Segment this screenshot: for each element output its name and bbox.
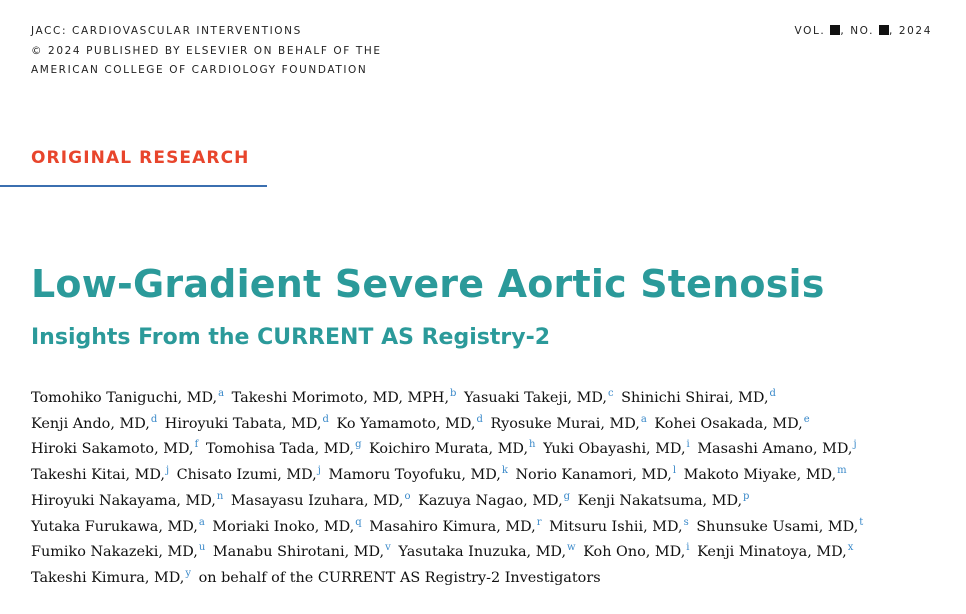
redacted-number-square [879,25,889,35]
author-name: Manabu Shirotani, MD,$^v$ [212,542,391,561]
author-name: Takeshi Morimoto, MD, MPH,$^b$ [231,388,457,406]
affiliation-link[interactable]: j [317,465,321,477]
author-name: Fumiko Nakazeki, MD,$^u$ [31,542,206,561]
author-name: Kohei Osakada, MD,$^e$ [654,413,810,432]
affiliation-link[interactable]: o [404,490,411,502]
author-name: Yuki Obayashi, MD,$^i$ [543,439,690,458]
affiliation-link[interactable]: k [501,465,508,477]
author-name: Masayasu Izuhara, MD,$^o$ [230,490,411,509]
affiliation-link[interactable]: u [198,542,206,554]
volume-label: VOL. [794,25,826,37]
investigators-note: on behalf of the CURRENT AS Registry-2 Investigators [198,569,601,586]
author-name: Takeshi Kimura, MD,$^y$ [31,567,191,586]
affiliation-link[interactable]: a [198,516,205,528]
affiliation-link[interactable]: f [194,439,199,451]
author-name: Kazuya Nagao, MD,$^g$ [418,490,571,509]
author-name: Tomohiko Taniguchi, MD,$^a$ [31,388,225,406]
author-line [31,489,956,515]
author-name: Hiroyuki Nakayama, MD,$^n$ [31,490,224,509]
affiliation-link[interactable]: w [567,542,576,554]
author-name: Mitsuru Ishii, MD,$^s$ [549,516,689,535]
author-name: Kenji Nakatsuma, MD,$^p$ [577,490,750,509]
affiliation-link[interactable]: a [218,388,225,399]
author-name: Hiroyuki Tabata, MD,$^d$ [164,413,329,432]
affiliation-link[interactable]: e [803,413,810,425]
affiliation-link[interactable]: c [607,388,614,399]
affiliation-link[interactable]: t [859,516,864,528]
year-label: , 2024 [889,25,932,37]
author-name: Masahiro Kimura, MD,$^r$ [369,516,542,535]
author-line [31,463,956,489]
author-name: Koichiro Murata, MD,$^h$ [369,439,536,458]
author-line [31,386,956,412]
author-name: Chisato Izumi, MD,$^j$ [176,465,321,484]
affiliation-link[interactable]: n [216,490,224,502]
author-line [31,437,956,463]
author-name: Kenji Ando, MD,$^d$ [31,413,158,432]
affiliation-link[interactable]: r [536,516,542,528]
author-name: Mamoru Toyofuku, MD,$^k$ [328,465,508,484]
affiliation-link[interactable]: d [150,413,158,425]
author-name: Shunsuke Usami, MD,$^t$ [696,516,864,535]
author-list [31,386,956,592]
author-line [31,540,956,566]
copyright-line: © 2024 PUBLISHED BY ELSEVIER ON BEHALF OF THE [31,44,382,57]
affiliation-link[interactable]: g [563,490,571,502]
section-label: ORIGINAL RESEARCH [31,148,250,168]
section-divider [0,185,267,187]
affiliation-link[interactable]: d [476,413,483,425]
affiliation-link[interactable]: v [385,542,391,554]
affiliation-link[interactable]: h [529,439,536,451]
affiliation-link[interactable]: i [686,542,690,554]
author-name: Ryosuke Murai, MD,$^a$ [490,413,647,432]
affiliation-link[interactable]: j [853,439,857,451]
author-line [31,515,956,541]
redacted-volume-square [830,25,840,35]
author-line [31,566,956,592]
author-name: Kenji Minatoya, MD,$^x$ [697,542,854,561]
affiliation-link[interactable]: m [837,465,847,477]
journal-info [31,22,382,81]
author-name: Tomohisa Tada, MD,$^g$ [205,439,362,458]
author-name: Ko Yamamoto, MD,$^d$ [336,413,483,432]
author-name: Masashi Amano, MD,$^j$ [697,439,857,458]
affiliation-link[interactable]: j [165,465,170,477]
article-title: Low-Gradient Severe Aortic Stenosis [31,262,825,306]
affiliation-link[interactable]: s [683,516,689,528]
affiliation-link[interactable]: l [672,465,677,477]
affiliation-link[interactable]: a [640,413,647,425]
author-name: Moriaki Inoko, MD,$^q$ [212,516,362,535]
affiliation-link[interactable]: g [355,439,362,451]
author-name: Norio Kanamori, MD,$^l$ [515,465,677,484]
publisher-line: AMERICAN COLLEGE OF CARDIOLOGY FOUNDATION [31,64,368,76]
affiliation-link[interactable]: i [686,439,690,451]
affiliation-link[interactable]: x [847,542,854,554]
number-label: , NO. [840,25,875,37]
affiliation-link[interactable]: p [743,490,750,502]
affiliation-link[interactable]: d [769,388,776,399]
affiliation-link[interactable]: q [355,516,362,528]
article-subtitle: Insights From the CURRENT AS Registry-2 [31,325,551,350]
author-name: Yasutaka Inuzuka, MD,$^w$ [398,542,576,561]
author-line [31,412,956,438]
author-name: Hiroki Sakamoto, MD,$^f$ [31,439,199,458]
author-name: Takeshi Kitai, MD,$^j$ [31,465,170,484]
author-name: Koh Ono, MD,$^i$ [583,542,690,561]
journal-name: JACC: CARDIOVASCULAR INTERVENTIONS [31,25,302,37]
affiliation-link[interactable]: b [450,388,457,399]
volume-info [795,22,932,42]
author-name: Yutaka Furukawa, MD,$^a$ [31,516,205,535]
author-name: Yasuaki Takeji, MD,$^c$ [464,388,614,406]
author-name: Shinichi Shirai, MD,$^d$ [621,388,776,406]
affiliation-link[interactable]: y [185,567,191,579]
author-name: Makoto Miyake, MD,$^m$ [683,465,847,484]
affiliation-link[interactable]: d [322,413,329,425]
